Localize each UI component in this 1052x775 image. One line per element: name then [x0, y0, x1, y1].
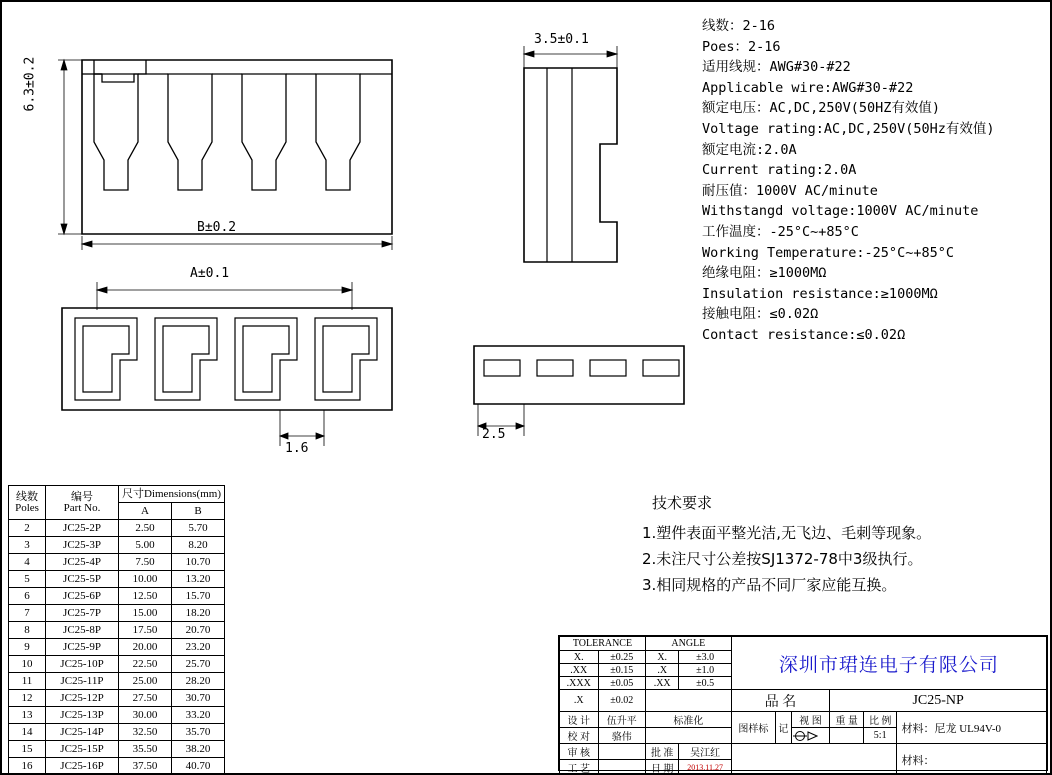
design-label: 设 计 — [560, 712, 599, 728]
standardize-label: 标准化 — [645, 712, 731, 728]
tol-cell: .X — [645, 664, 679, 677]
table-row — [9, 622, 225, 639]
spec-line: 耐压值：1000V AC/minute — [702, 182, 878, 199]
cell-poles: 14 — [9, 724, 46, 741]
front-view — [22, 22, 422, 252]
cell-b: 15.70 — [172, 588, 225, 605]
tol-cell: .XXX — [560, 677, 599, 690]
cell-poles: 15 — [9, 741, 46, 758]
date-label: 日 期 — [645, 760, 679, 775]
header-poles-cn: 线数 — [16, 490, 38, 503]
cell-poles: 10 — [9, 656, 46, 673]
spec-line: 接触电阻：≤0.02Ω — [702, 306, 819, 323]
cell-poles: 7 — [9, 605, 46, 622]
cell-partno: JC25-7P — [46, 605, 119, 622]
spec-line: 额定电压：AC,DC,250V(50HZ有效值) — [702, 100, 941, 117]
cell-partno: JC25-2P — [46, 520, 119, 537]
cell-poles: 13 — [9, 707, 46, 724]
material-label-1: 材料： — [901, 722, 935, 735]
tol-cell: .X — [560, 690, 599, 712]
cell-poles: 9 — [9, 639, 46, 656]
cell-poles: 6 — [9, 588, 46, 605]
table-row — [9, 741, 225, 758]
cell-a: 17.50 — [119, 622, 172, 639]
cell-poles: 16 — [9, 758, 46, 775]
cell-a: 2.50 — [119, 520, 172, 537]
cell-partno: JC25-14P — [46, 724, 119, 741]
table-row — [9, 656, 225, 673]
cell-b: 5.70 — [172, 520, 225, 537]
approve-label: 批 准 — [645, 744, 679, 760]
scale-label: 比 例 — [863, 712, 897, 728]
cell-a: 27.50 — [119, 690, 172, 707]
spec-line: Working Temperature:-25°C~+85°C — [702, 244, 954, 261]
tol-cell: ±0.25 — [598, 651, 645, 664]
drawmark-label: 图样标 — [731, 712, 775, 744]
view-label: 视 图 — [791, 712, 830, 728]
cell-b: 38.20 — [172, 741, 225, 758]
table-row — [9, 537, 225, 554]
spec-line: Withstangd voltage:1000V AC/minute — [702, 203, 979, 220]
front-view-width-dim: B±0.2 — [197, 220, 237, 235]
tol-cell: ±0.15 — [598, 664, 645, 677]
cell-a: 12.50 — [119, 588, 172, 605]
tolerance-header: TOLERANCE — [560, 637, 646, 651]
table-row — [9, 520, 225, 537]
cell-a: 10.00 — [119, 571, 172, 588]
check-label: 校 对 — [560, 728, 599, 744]
product-label: 品 名 — [731, 690, 830, 712]
cell-partno: JC25-13P — [46, 707, 119, 724]
cell-partno: JC25-8P — [46, 622, 119, 639]
bottom-view-width-dim: A±0.1 — [190, 266, 230, 281]
scale-value: 5:1 — [863, 728, 897, 744]
specification-list — [702, 16, 1050, 346]
spec-line: 适用线规：AWG#30-#22 — [702, 59, 851, 76]
process-value — [598, 760, 645, 775]
tech-heading: 技术要求 — [652, 494, 713, 512]
side-view-width-dim: 3.5±0.1 — [534, 32, 589, 47]
process-label: 工 艺 — [560, 760, 599, 775]
tol-cell: ±0.02 — [598, 690, 645, 712]
company-name: 深圳市珺连电子有限公司 — [731, 637, 1046, 690]
spec-line: Insulation resistance:≥1000MΩ — [702, 285, 938, 302]
tol-cell: X. — [560, 651, 599, 664]
material-row-2 — [897, 744, 1047, 775]
front-view-height-dim: 6.3±0.2 — [22, 56, 38, 112]
cell-a: 5.00 — [119, 537, 172, 554]
projection-symbol-icon — [791, 728, 830, 744]
date-value: 2013.11.27 — [679, 760, 731, 775]
cell-b: 35.70 — [172, 724, 225, 741]
title-block — [558, 635, 1048, 775]
tech-item: 1.塑件表面平整光洁,无飞边、毛刺等现象。 — [642, 524, 932, 542]
cell-b: 33.20 — [172, 707, 225, 724]
check-value: 骆伟 — [598, 728, 645, 744]
table-row — [9, 588, 225, 605]
table-row — [9, 571, 225, 588]
spec-line: Contact resistance:≤0.02Ω — [702, 326, 906, 343]
table-row — [9, 758, 225, 775]
review-cell — [645, 728, 731, 744]
cell-b: 18.20 — [172, 605, 225, 622]
cell-a: 35.50 — [119, 741, 172, 758]
table-row — [9, 554, 225, 571]
header-b: B — [172, 503, 225, 520]
cell-a: 22.50 — [119, 656, 172, 673]
cell-a: 25.00 — [119, 673, 172, 690]
cell-partno: JC25-12P — [46, 690, 119, 707]
cell-b: 40.70 — [172, 758, 225, 775]
cell-b: 30.70 — [172, 690, 225, 707]
mark-label: 记 — [776, 712, 792, 744]
spec-line: 额定电流:2.0A — [702, 141, 797, 158]
cell-poles: 11 — [9, 673, 46, 690]
table-row — [9, 639, 225, 656]
tech-item: 2.未注尺寸公差按SJ1372-78中3级执行。 — [642, 550, 923, 568]
table-row — [9, 690, 225, 707]
cell-a: 30.00 — [119, 707, 172, 724]
table-header-row — [9, 486, 225, 503]
weight-value — [830, 728, 864, 744]
cell-a: 20.00 — [119, 639, 172, 656]
cell-b: 25.70 — [172, 656, 225, 673]
table-row — [9, 605, 225, 622]
technical-requirements — [642, 490, 1042, 598]
spec-line: Poes：2-16 — [702, 38, 781, 55]
cell-a: 32.50 — [119, 724, 172, 741]
design-value: 伍升平 — [598, 712, 645, 728]
material-row-1 — [897, 712, 1047, 744]
cell-b: 10.70 — [172, 554, 225, 571]
stamp-area — [731, 744, 897, 775]
cell-b: 28.20 — [172, 673, 225, 690]
tol-cell: ±0.5 — [679, 677, 731, 690]
header-dimensions: 尺寸Dimensions(mm) — [119, 486, 225, 503]
cell-partno: JC25-5P — [46, 571, 119, 588]
header-partno — [46, 486, 119, 520]
cell-partno: JC25-6P — [46, 588, 119, 605]
cell-partno: JC25-9P — [46, 639, 119, 656]
weight-label: 重 量 — [830, 712, 864, 728]
tol-cell-empty — [645, 690, 731, 712]
cell-partno: JC25-15P — [46, 741, 119, 758]
cell-poles: 8 — [9, 622, 46, 639]
end-view-pitch-dim: 2.5 — [482, 427, 506, 442]
cell-b: 23.20 — [172, 639, 225, 656]
table-row — [9, 724, 225, 741]
bottom-view-pitch-dim: 1.6 — [285, 441, 309, 456]
cell-a: 37.50 — [119, 758, 172, 775]
spec-line: 工作温度：-25°C~+85°C — [702, 223, 859, 240]
cell-poles: 2 — [9, 520, 46, 537]
tol-cell: ±0.05 — [598, 677, 645, 690]
cell-b: 8.20 — [172, 537, 225, 554]
angle-header: ANGLE — [645, 637, 731, 651]
review-value — [598, 744, 645, 760]
product-value: JC25-NP — [830, 690, 1047, 712]
cell-partno: JC25-4P — [46, 554, 119, 571]
spec-line: 绝缘电阻：≥1000MΩ — [702, 265, 827, 282]
spec-line: Applicable wire:AWG#30-#22 — [702, 79, 914, 96]
cell-a: 7.50 — [119, 554, 172, 571]
cell-partno: JC25-3P — [46, 537, 119, 554]
tol-cell: X. — [645, 651, 679, 664]
table-row — [9, 707, 225, 724]
cell-partno: JC25-11P — [46, 673, 119, 690]
cell-a: 15.00 — [119, 605, 172, 622]
cell-poles: 3 — [9, 537, 46, 554]
header-partno-en: Part No. — [63, 501, 101, 514]
approve-value: 吴江红 — [679, 744, 731, 760]
spec-line: 线数：2-16 — [702, 18, 776, 34]
header-poles-en: Poles — [15, 501, 39, 514]
cell-poles: 4 — [9, 554, 46, 571]
material-label-2: 材料： — [901, 754, 935, 767]
cell-b: 13.20 — [172, 571, 225, 588]
cell-poles: 5 — [9, 571, 46, 588]
cell-partno: JC25-10P — [46, 656, 119, 673]
tol-cell: .XX — [645, 677, 679, 690]
tech-item: 3.相同规格的产品不同厂家应能互换。 — [642, 576, 897, 594]
bottom-view — [42, 260, 422, 460]
tol-cell: ±3.0 — [679, 651, 731, 664]
header-partno-cn: 编号 — [71, 490, 93, 503]
table-row — [9, 673, 225, 690]
dimension-table — [8, 485, 225, 775]
end-view — [462, 322, 712, 452]
spec-line: Current rating:2.0A — [702, 162, 857, 179]
side-view — [472, 22, 702, 272]
cell-poles: 12 — [9, 690, 46, 707]
header-a: A — [119, 503, 172, 520]
cell-b: 20.70 — [172, 622, 225, 639]
cell-partno: JC25-16P — [46, 758, 119, 775]
header-poles — [9, 486, 46, 520]
review-label: 审 核 — [560, 744, 599, 760]
material-value-1: 尼龙 UL94V-0 — [934, 722, 1001, 735]
tol-cell: ±1.0 — [679, 664, 731, 677]
tol-cell: .XX — [560, 664, 599, 677]
spec-line: Voltage rating:AC,DC,250V(50Hz有效值) — [702, 120, 995, 137]
